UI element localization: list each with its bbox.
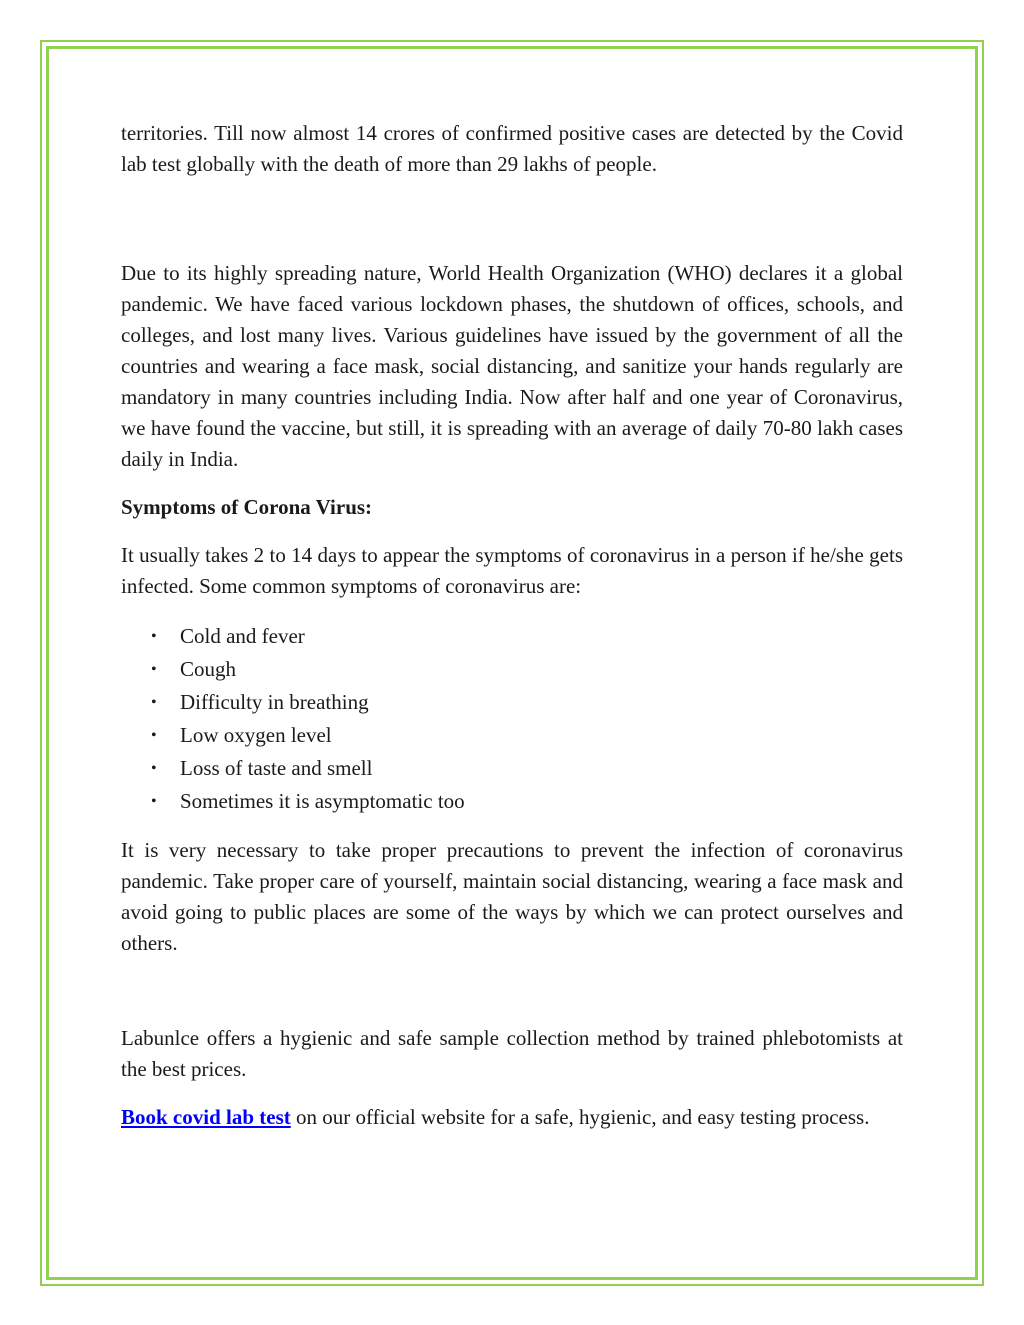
paragraph-cases: territories. Till now almost 14 crores of confirmed positive cases are detected by the Covid lab test globally with the death of more than 29 lakhs of people. — [121, 121, 903, 176]
book-covid-lab-test-link[interactable]: Book covid lab test — [121, 1105, 291, 1129]
bullet-icon: • — [151, 694, 157, 711]
document-body — [121, 118, 903, 1133]
list-item — [121, 785, 903, 818]
bullet-icon: • — [151, 760, 157, 777]
list-item — [121, 719, 903, 752]
bullet-icon: • — [151, 727, 157, 744]
list-item-label: Sometimes it is asymptomatic too — [180, 789, 465, 813]
paragraph-symptoms-intro: It usually takes 2 to 14 days to appear the symptoms of coronavirus in a person if he/she gets infected. Some common symptoms of coronavirus are: — [121, 543, 903, 598]
paragraph-labuncle-offer: Labunlce offers a hygienic and safe sample collection method by trained phlebotomists at the best prices. — [121, 1026, 903, 1081]
list-item-label: Low oxygen level — [180, 723, 332, 747]
paragraph-book-test — [121, 1102, 903, 1133]
list-item — [121, 653, 903, 686]
bullet-icon: • — [151, 661, 157, 678]
symptoms-heading: Symptoms of Corona Virus: — [121, 495, 373, 519]
symptoms-list — [121, 620, 903, 818]
paragraph-precautions: It is very necessary to take proper precautions to prevent the infection of coronavirus pandemic. Take proper care of yourself, maintain social distancing, wearing a face mask and avoid going to public places are some of the ways by which we can protect ourselves and others. — [121, 838, 903, 955]
list-item — [121, 686, 903, 719]
bullet-icon: • — [151, 793, 157, 810]
list-item-label: Cold and fever — [180, 624, 305, 648]
list-item — [121, 620, 903, 653]
paragraph-pandemic: Due to its highly spreading nature, World Health Organization (WHO) declares it a global pandemic. We have faced various lockdown phases, the shutdown of offices, schools, and colleges, and lost many lives. Various guidelines have issued by the government of all the countries and wearing a face mask, social distancing, and sanitize your hands regularly are mandatory in many countries including India. Now after half and one year of Coronavirus, we have found the vaccine, but still, it is spreading with an average of daily 70-80 lakh cases daily in India. — [121, 261, 903, 471]
list-item-label: Difficulty in breathing — [180, 690, 369, 714]
list-item — [121, 752, 903, 785]
bullet-icon: • — [151, 628, 157, 645]
book-test-text: on our official website for a safe, hygienic, and easy testing process. — [290, 1105, 870, 1129]
list-item-label: Loss of taste and smell — [180, 756, 373, 780]
list-item-label: Cough — [180, 657, 237, 681]
